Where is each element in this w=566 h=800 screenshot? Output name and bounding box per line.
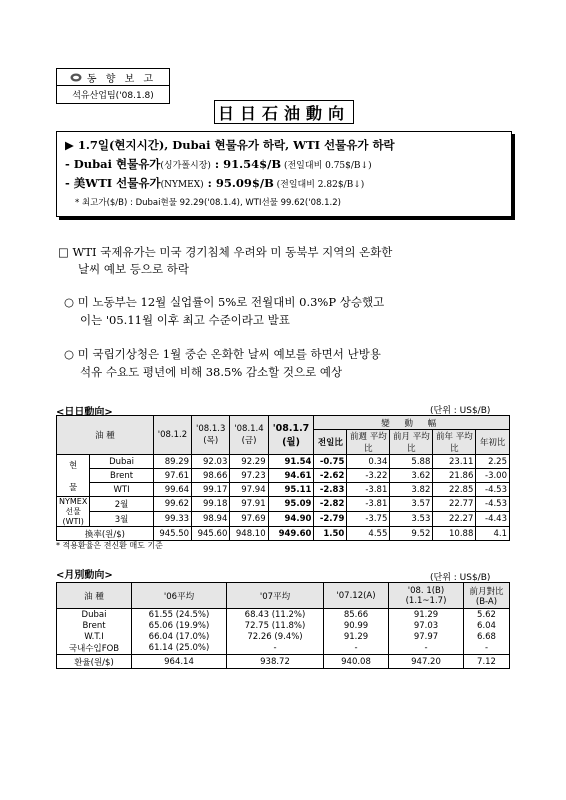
daily-h-d2 — [192, 416, 230, 455]
badge-title: 동 향 보 고 — [86, 73, 157, 85]
monthly-h-07: '07平均 — [227, 583, 324, 609]
daily-row — [57, 469, 510, 483]
table-cell: -2.82 — [314, 497, 347, 512]
daily-h-d4-date: '08.1.7 — [272, 422, 310, 434]
table-cell: 948.10 — [230, 527, 268, 541]
daily-h-c2: 前週 平均比 — [347, 430, 390, 455]
daily-h-c5: 年初比 — [476, 430, 510, 455]
table-cell: - — [464, 642, 510, 655]
table-cell: 7.12 — [464, 655, 510, 669]
oil-type-label: Dubai — [57, 609, 132, 621]
table-cell: -3.75 — [347, 512, 390, 527]
daily-h-c1: 전일比 — [314, 430, 347, 455]
table-cell: 61.14 (25.0%) — [132, 642, 227, 655]
table-cell: -2.79 — [314, 512, 347, 527]
nymex-group-label: NYMEX 선물(WTI) — [57, 497, 90, 527]
table-cell: 945.60 — [192, 527, 230, 541]
table-cell: - — [324, 642, 389, 655]
table-cell: 23.11 — [433, 455, 476, 469]
table-cell: 97.94 — [230, 483, 268, 497]
document-title: 日日石油動向 — [214, 100, 354, 124]
table-cell: - — [227, 642, 324, 655]
table-cell: 1.50 — [314, 527, 347, 541]
summary-wti — [65, 175, 364, 191]
table-cell: 97.23 — [230, 469, 268, 483]
daily-row — [57, 497, 510, 512]
table-cell: 94.61 — [268, 469, 314, 483]
summary-peak-note: * 최고가($/B) : Dubai현물 92.29('08.1.4), WTI선물 99.62('08.1.2) — [75, 198, 341, 208]
table-cell: 90.99 — [324, 620, 389, 631]
table-cell: 72.75 (11.8%) — [227, 620, 324, 631]
daily-h-d4 — [268, 416, 314, 455]
table-cell: 9.52 — [390, 527, 433, 541]
daily-h-d3 — [230, 416, 268, 455]
monthly-table — [56, 582, 510, 669]
monthly-unit: (단위 : US$/B) — [430, 573, 491, 583]
table-cell: 91.54 — [268, 455, 314, 469]
table-cell: -3.00 — [476, 469, 510, 483]
table-cell: 92.29 — [230, 455, 268, 469]
oil-type-label: 3월 — [90, 512, 154, 527]
table-cell: 3.57 — [390, 497, 433, 512]
table-cell: 92.03 — [192, 455, 230, 469]
table-cell: 91.29 — [324, 631, 389, 642]
table-cell: -2.83 — [314, 483, 347, 497]
para1-line1: □ WTI 국제유가는 미국 경기침체 우려와 미 동북부 지역의 온화한 — [58, 245, 393, 259]
table-cell: 949.60 — [268, 527, 314, 541]
badge-dept: 석유산업팀('08.1.8) — [72, 91, 154, 101]
monthly-row — [57, 620, 510, 631]
table-cell: 21.86 — [433, 469, 476, 483]
oil-type-label: WTI — [90, 483, 154, 497]
table-cell: 3.53 — [390, 512, 433, 527]
oil-type-label: W.T.I — [57, 631, 132, 642]
wti-label: - 美WTI 선물유가 — [65, 176, 161, 190]
table-cell: 98.94 — [192, 512, 230, 527]
table-cell: -4.53 — [476, 497, 510, 512]
table-cell: 6.68 — [464, 631, 510, 642]
table-cell: 94.90 — [268, 512, 314, 527]
table-cell: 3.82 — [390, 483, 433, 497]
daily-row — [57, 455, 510, 469]
table-cell: 97.03 — [389, 620, 464, 631]
table-cell: -4.43 — [476, 512, 510, 527]
fx-label: 換率(원/$) — [57, 527, 154, 541]
daily-h-c3: 前月 平均比 — [390, 430, 433, 455]
monthly-h-08-label: '08. 1(B) — [407, 585, 445, 596]
oil-type-label: Brent — [57, 620, 132, 631]
table-cell: 5.62 — [464, 609, 510, 621]
para3-line2: 석유 수요도 평년에 비해 38.5% 감소할 것으로 예상 — [80, 365, 343, 379]
table-cell: -4.53 — [476, 483, 510, 497]
monthly-h-06: '06平均 — [132, 583, 227, 609]
table-cell: 97.69 — [230, 512, 268, 527]
table-cell: 940.08 — [324, 655, 389, 669]
monthly-h-item: 油 種 — [57, 583, 132, 609]
para1-line2: 날씨 예보 등으로 하락 — [78, 262, 189, 276]
monthly-row — [57, 642, 510, 655]
table-cell: 5.88 — [390, 455, 433, 469]
oil-type-label: Brent — [90, 469, 154, 483]
company-logo-icon — [70, 73, 82, 82]
monthly-row — [57, 609, 510, 621]
badge-title-row — [57, 69, 169, 86]
wti-price: : 95.09$/B — [203, 176, 274, 190]
table-cell: 85.66 — [324, 609, 389, 621]
daily-h-d3-date: '08.1.4 — [234, 424, 264, 434]
table-cell: 72.26 (9.4%) — [227, 631, 324, 642]
table-cell: 99.62 — [153, 497, 191, 512]
table-cell: 99.64 — [153, 483, 191, 497]
table-cell: 945.50 — [153, 527, 191, 541]
daily-h-c4: 前年 平均比 — [433, 430, 476, 455]
table-cell: 61.55 (24.5%) — [132, 609, 227, 621]
table-cell: 97.91 — [230, 497, 268, 512]
daily-fx-row — [57, 527, 510, 541]
dubai-market: (싱가폴시장) — [160, 161, 211, 171]
daily-h-change: 變 動 幅 — [314, 416, 510, 430]
table-cell: 0.34 — [347, 455, 390, 469]
table-cell: 22.27 — [433, 512, 476, 527]
para2-line2: 이는 '05.11월 이후 최고 수준이라고 발표 — [80, 313, 290, 327]
monthly-body — [57, 609, 510, 669]
daily-h-item: 油 種 — [57, 416, 154, 455]
table-cell: 99.33 — [153, 512, 191, 527]
daily-row — [57, 512, 510, 527]
monthly-h-08-range: (1.1~1.7) — [405, 595, 447, 606]
table-cell: 964.14 — [132, 655, 227, 669]
table-cell: 2.25 — [476, 455, 510, 469]
monthly-h-08 — [389, 583, 464, 609]
summary-dubai — [65, 156, 372, 172]
daily-h-d2-date: '08.1.3 — [196, 424, 226, 434]
para2-line1: ○ 미 노동부는 12월 실업률이 5%로 전월대비 0.3%P 상승했고 — [64, 295, 385, 309]
fx-label: 환율(원/$) — [57, 655, 132, 669]
monthly-fx-row — [57, 655, 510, 669]
oil-type-label: Dubai — [90, 455, 154, 469]
table-cell: 97.61 — [153, 469, 191, 483]
table-cell: - — [389, 642, 464, 655]
monthly-h-0712: '07.12(A) — [324, 583, 389, 609]
table-cell: 10.88 — [433, 527, 476, 541]
table-cell: 22.77 — [433, 497, 476, 512]
daily-h-d2-day: (목) — [203, 436, 219, 446]
table-cell: 66.04 (17.0%) — [132, 631, 227, 642]
daily-h-d3-day: (금) — [241, 436, 257, 446]
summary-headline: ▶ 1.7일(현지시간), Dubai 현물유가 하락, WTI 선물유가 하락 — [65, 138, 395, 152]
spot-label-bottom: 물 — [69, 482, 78, 493]
summary-box — [56, 131, 512, 217]
daily-unit: (단위 : US$/B) — [430, 406, 491, 416]
table-cell: 938.72 — [227, 655, 324, 669]
spot-label-top: 현 — [69, 460, 78, 471]
monthly-h-diff — [464, 583, 510, 609]
table-cell: 95.11 — [268, 483, 314, 497]
dubai-price: : 91.54$/B — [210, 157, 282, 171]
daily-table — [56, 415, 510, 541]
table-cell: 4.55 — [347, 527, 390, 541]
daily-body — [57, 455, 510, 541]
table-cell: 65.06 (19.9%) — [132, 620, 227, 631]
table-cell: 99.18 — [192, 497, 230, 512]
wti-change: (전일대비 2.82$/B↓) — [273, 180, 365, 190]
monthly-h-diff-label: 前月對比 — [469, 586, 504, 597]
monthly-h-diff-formula: (B-A) — [475, 596, 498, 607]
table-cell: 95.09 — [268, 497, 314, 512]
oil-type-label: 2월 — [90, 497, 154, 512]
table-cell: 89.29 — [153, 455, 191, 469]
dubai-change: (전일대비 0.75$/B↓) — [281, 161, 372, 171]
table-cell: -3.81 — [347, 483, 390, 497]
table-cell: 91.29 — [389, 609, 464, 621]
table-cell: 99.17 — [192, 483, 230, 497]
daily-note: * 적용환율은 전신환 매도 기준 — [56, 541, 163, 550]
daily-row — [57, 483, 510, 497]
spot-group-label — [57, 455, 90, 497]
daily-h-d1: '08.1.2 — [153, 416, 191, 455]
table-cell: 3.62 — [390, 469, 433, 483]
dubai-label: - Dubai 현물유가 — [65, 157, 161, 171]
table-cell: -3.81 — [347, 497, 390, 512]
table-cell: 68.43 (11.2%) — [227, 609, 324, 621]
daily-h-d4-day: (월) — [282, 436, 300, 448]
para3-line1: ○ 미 국립기상청은 1월 중순 온화한 날씨 예보를 하면서 난방용 — [64, 347, 381, 361]
table-cell: 97.97 — [389, 631, 464, 642]
table-cell: 947.20 — [389, 655, 464, 669]
table-cell: 22.85 — [433, 483, 476, 497]
report-badge — [56, 68, 170, 104]
monthly-row — [57, 631, 510, 642]
table-cell: -2.62 — [314, 469, 347, 483]
wti-market: (NYMEX) — [160, 180, 204, 190]
table-cell: 98.66 — [192, 469, 230, 483]
oil-type-label: 국내수입FOB — [57, 642, 132, 655]
table-cell: 4.1 — [476, 527, 510, 541]
table-cell: -0.75 — [314, 455, 347, 469]
table-cell: -3.22 — [347, 469, 390, 483]
daily-title: <日日動向> — [56, 407, 113, 418]
monthly-title: <月別動向> — [56, 570, 113, 581]
table-cell: 6.04 — [464, 620, 510, 631]
